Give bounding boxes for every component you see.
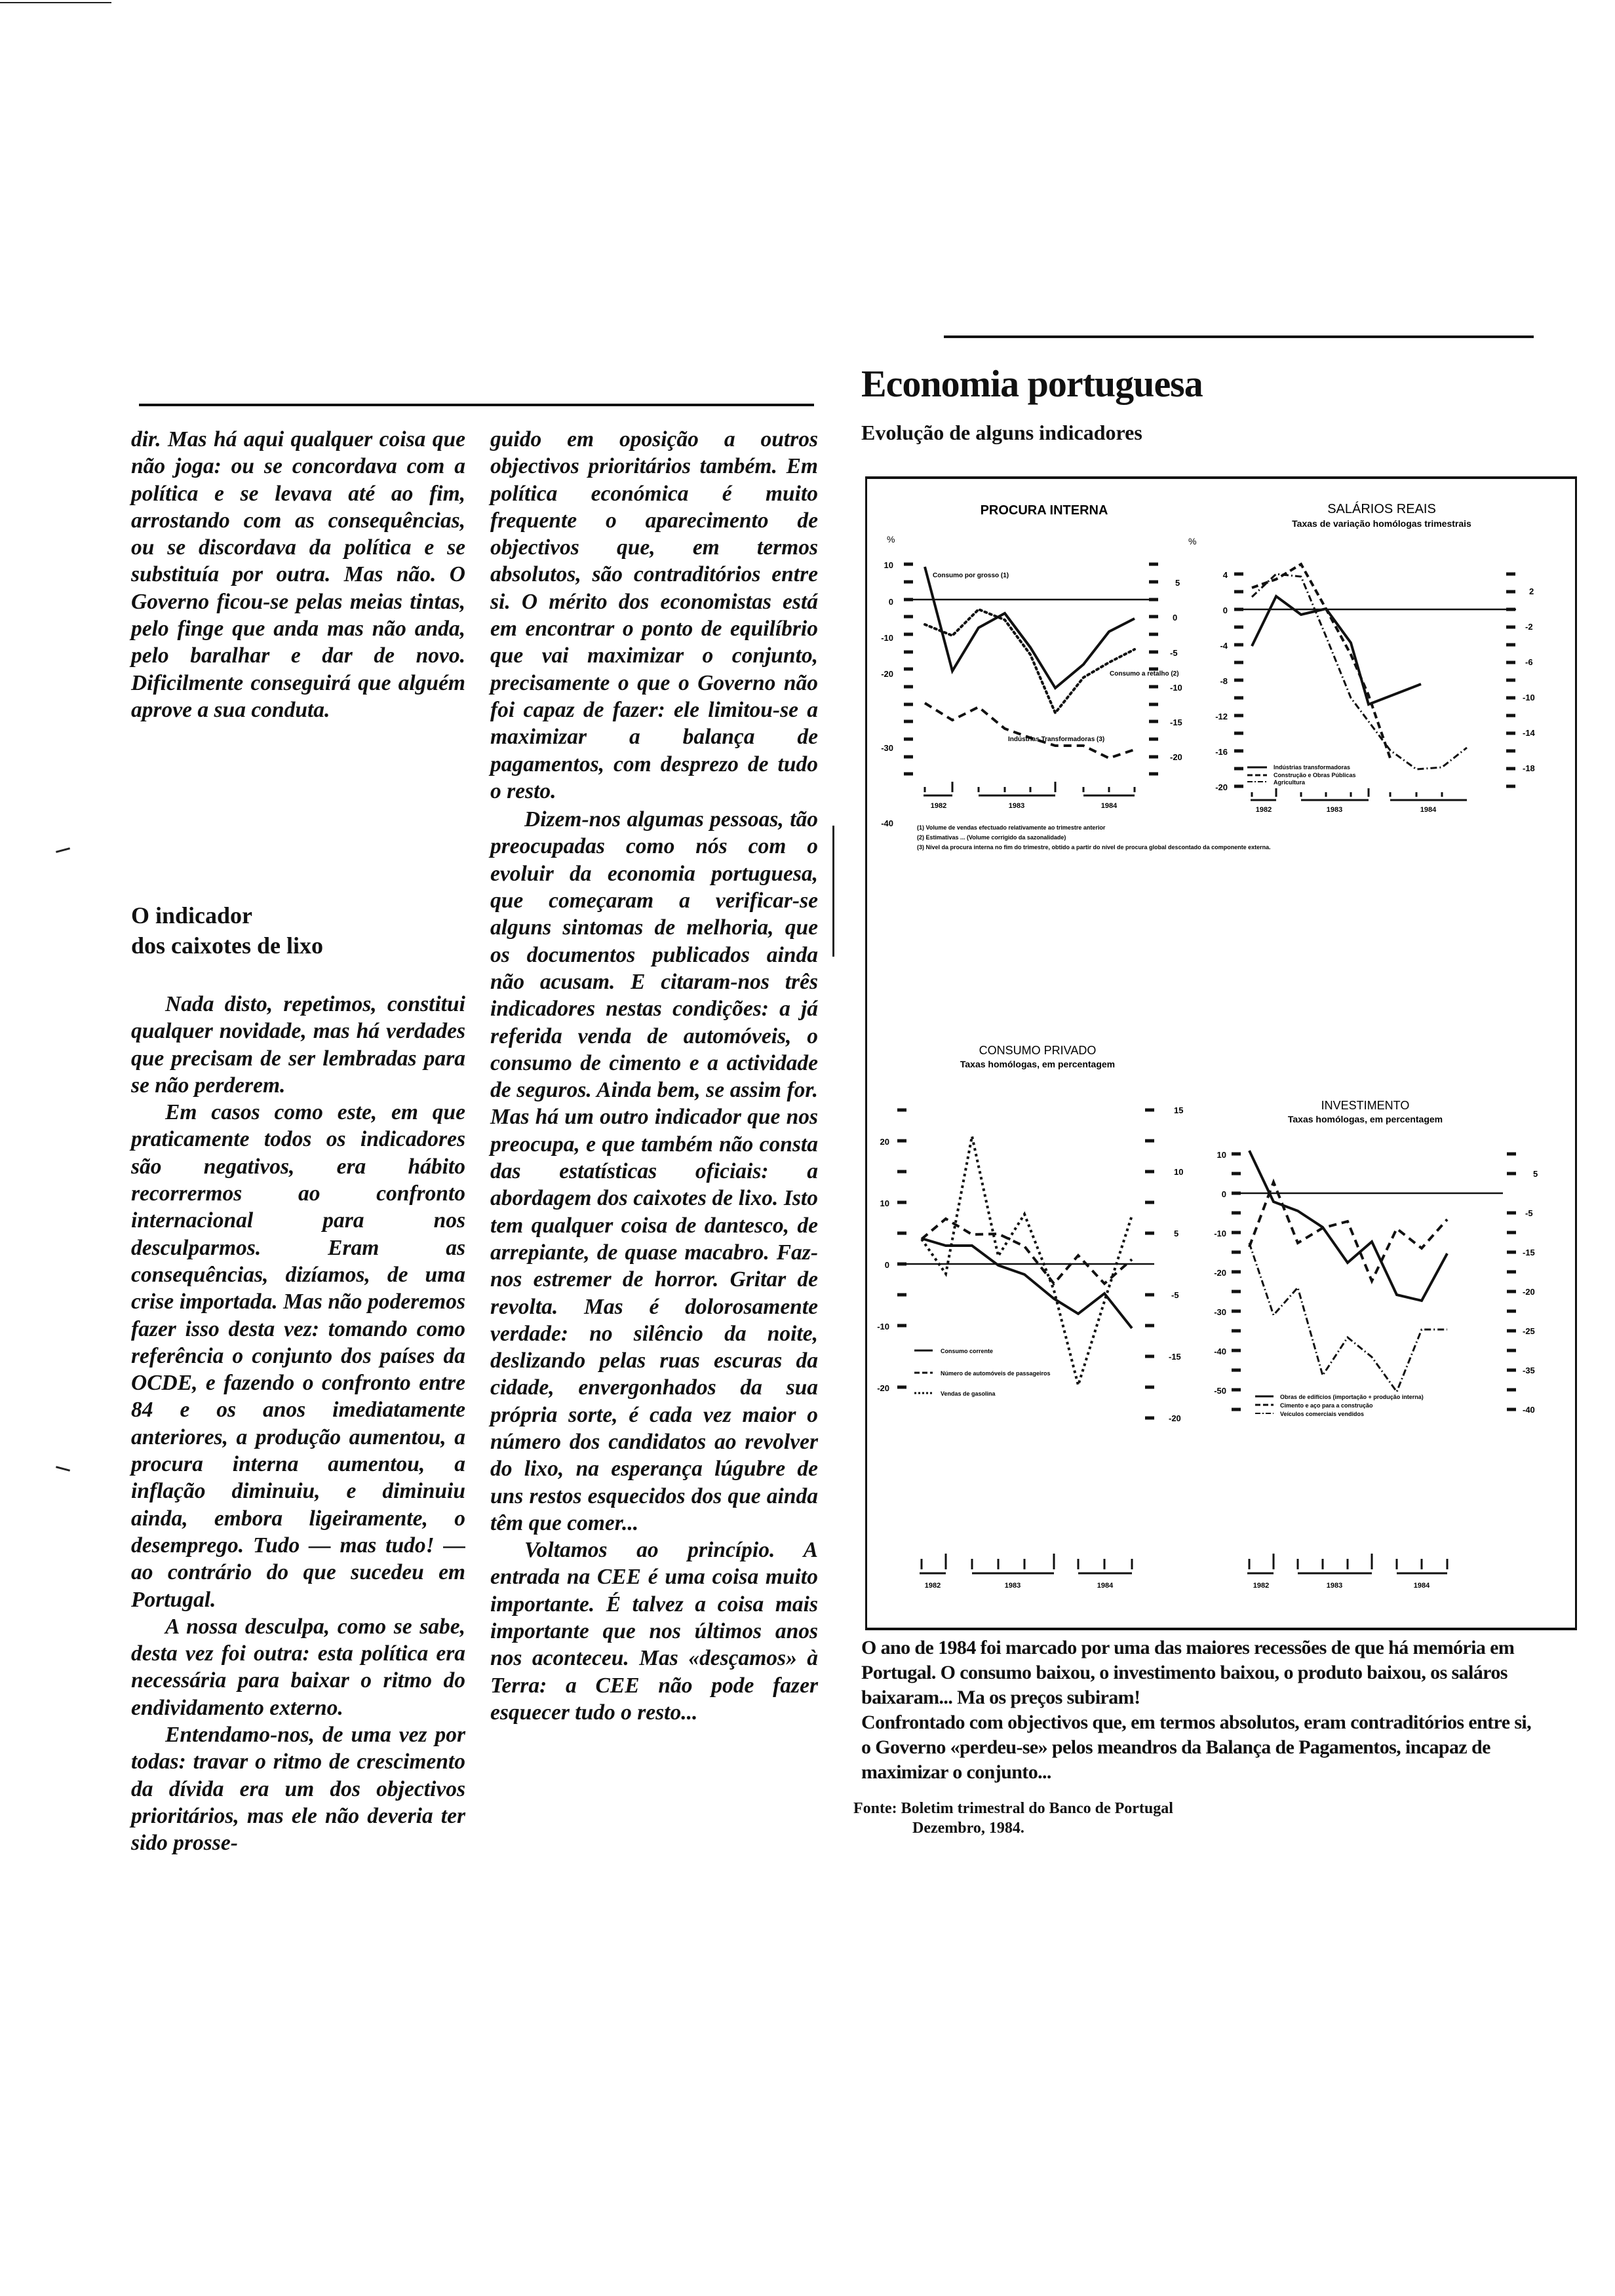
article-paragraph: Entendamo-nos, de uma vez por todas: travar o ritmo de crescimento da dívida era um dos objectivos prioritários, mas ele não deveria ter sido prosse- (131, 1723, 465, 1856)
svg-text:-20: -20 (1523, 1287, 1535, 1297)
axis-tick-marks (1232, 1154, 1516, 1409)
article-paragraph: Nada disto, repetimos, constitui qualquer novidade, mas há verdades que precisam de ser lembradas para se não perderem. (131, 992, 465, 1098)
section-heading (131, 900, 465, 961)
svg-text:2: 2 (1529, 586, 1534, 596)
svg-text:-4: -4 (1220, 641, 1228, 651)
article-column-1-section (131, 865, 465, 1857)
margin-mark (56, 1466, 70, 1472)
svg-text:Agricultura: Agricultura (1274, 779, 1306, 786)
svg-text:1983: 1983 (1004, 1582, 1021, 1590)
x-year-labels (925, 1582, 1114, 1590)
article-paragraph: dir. Mas há aqui qualquer coisa que não joga: ou se concordava com a política e se levava até ao fim, arrostando com as consequências, ou se discordava da política e se substituía por outra. Mas não. O Governo ficou-se pelas meias tintas, pelo finge que anda mas não anda, pelo baralhar e dar de novo. Dificilmente conseguirá que alguém aprove a sua conduta. (131, 427, 465, 722)
charts-panel (865, 476, 1577, 1630)
svg-text:-25: -25 (1523, 1326, 1535, 1336)
svg-text:1982: 1982 (930, 802, 947, 810)
svg-text:1984: 1984 (1420, 806, 1437, 814)
section-heading-line-1: O indicador (131, 902, 253, 928)
svg-text:1984: 1984 (1097, 1582, 1114, 1590)
svg-text:-10: -10 (1170, 683, 1182, 693)
series-industrias-transformadoras (1252, 596, 1421, 704)
svg-text:Construção e Obras Públicas: Construção e Obras Públicas (1274, 772, 1356, 778)
svg-text:1983: 1983 (1008, 802, 1025, 810)
svg-text:-5: -5 (1525, 1208, 1533, 1218)
caption-paragraph: O ano de 1984 foi marcado por uma das maiores recessões de que há memória em Portugal. O consumo baixou, o investimento baixou, o produto baixou, os saláros baixaram... Ma os preços subiram! (861, 1637, 1515, 1708)
series-veiculos-comerciais (1249, 1243, 1447, 1392)
left-axis-ticks (1215, 570, 1228, 792)
series-label: Consumo a retalho (2) (1110, 670, 1179, 678)
chart-footnotes (917, 824, 1271, 851)
series-construcao-obras-publicas (1252, 564, 1390, 758)
svg-text:-40: -40 (881, 818, 893, 828)
left-axis-ticks (1214, 1150, 1226, 1396)
source-line-1: Boletim trimestral do Banco de Portugal (901, 1800, 1173, 1817)
article-column-2 (490, 426, 818, 1726)
svg-text:0: 0 (888, 597, 893, 607)
chart-title: SALÁRIOS REAIS (1327, 502, 1436, 516)
svg-text:-5: -5 (1171, 1290, 1179, 1300)
svg-text:5: 5 (1533, 1169, 1538, 1179)
sidebar-rule (944, 335, 1534, 338)
svg-text:10: 10 (884, 560, 893, 570)
series-cimento-aco (1249, 1182, 1447, 1281)
chart-subtitle: Taxas homólogas, em percentagem (1287, 1114, 1443, 1124)
svg-text:1983: 1983 (1326, 1582, 1343, 1590)
svg-text:(2) Estimativas ... (Volume co: (2) Estimativas ... (Volume corrigido da sazonalidade) (917, 834, 1066, 841)
svg-text:Veículos comerciais vendidos: Veículos comerciais vendidos (1280, 1411, 1365, 1417)
source-label: Fonte: (853, 1800, 897, 1817)
scan-artifact-rule (0, 2, 111, 3)
svg-text:-20: -20 (1169, 1413, 1181, 1423)
svg-text:0: 0 (1222, 605, 1228, 615)
svg-text:-30: -30 (1214, 1307, 1226, 1317)
svg-text:1982: 1982 (1255, 806, 1272, 814)
article-paragraph: Dizem-nos algumas pessoas, tão preocupadas como nós com o evoluir da economia portuguesa, que começaram a verificar-se alguns sintomas de melhoria, que os documentos publicados ainda não acusam. E citaram-nos três indicadores nestas condições: a já referida venda de automóveis, o consumo de cimento e a actividade de seguros. Ainda bem, se assim for. Mas há um outro indicador que nos preocupa, e que também não consta das estatísticas oficiais: a abordagem dos caixotes de lixo. Isto tem qualquer coisa de dantesco, de arrepiante, de quase macabro. Faz-nos estremer de horror. Gritar de revolta. Mas é dolorosamente verdade: no silêncio da noite, deslizando pelas ruas escuras da cidade, envergonhados da sua própria sorte, é cada vez maior o número dos candidatos ao revolver do lixo, na esperança lúgubre de uns restos esquecidos dos que ainda têm que comer... (490, 807, 818, 1535)
svg-text:-30: -30 (881, 743, 893, 753)
svg-text:-10: -10 (881, 633, 893, 643)
svg-text:Cimento e aço para a construçã: Cimento e aço para a construção (1280, 1402, 1373, 1409)
right-axis-ticks (1169, 1105, 1183, 1423)
svg-text:10: 10 (1216, 1150, 1226, 1160)
sidebar-subtitle: Evolução de alguns indicadores (861, 421, 1142, 444)
svg-text:-20: -20 (881, 669, 893, 679)
svg-text:-15: -15 (1169, 1352, 1181, 1362)
series-consumo-grosso (925, 567, 1135, 688)
charts-caption (861, 1636, 1543, 1785)
axis-unit-right: % (1188, 536, 1197, 546)
svg-text:-15: -15 (1523, 1248, 1535, 1257)
svg-text:-40: -40 (1523, 1405, 1535, 1415)
svg-text:-10: -10 (1523, 693, 1535, 702)
svg-text:-20: -20 (1214, 1268, 1226, 1278)
chart-subtitle: Taxas de variação homólogas trimestrais (1292, 518, 1471, 529)
svg-text:-5: -5 (1170, 648, 1178, 658)
source-line-2: Dezembro, 1984. (912, 1820, 1024, 1837)
svg-text:1982: 1982 (924, 1582, 941, 1590)
sidebar-headline: Economia portuguesa (861, 362, 1203, 405)
chart-title: INVESTIMENTO (1321, 1099, 1410, 1112)
svg-text:1983: 1983 (1326, 806, 1343, 814)
column-rule (139, 404, 814, 406)
x-year-labels (1253, 1582, 1430, 1590)
column-mark (832, 826, 834, 957)
svg-text:-18: -18 (1523, 763, 1535, 773)
svg-text:-20: -20 (877, 1383, 889, 1393)
series-automoveis (922, 1219, 1132, 1284)
right-axis-ticks (1523, 586, 1536, 773)
svg-text:Número de automóveis de passag: Número de automóveis de passageiros (941, 1370, 1051, 1377)
axis-tick-marks (1234, 574, 1515, 786)
x-year-labels (931, 802, 1118, 810)
article-paragraph: Em casos como este, em que praticamente todos os indicadores são negativos, era hábito recorrermos ao confronto internacional para nos desculparmos. Eram as consequências, dizíamos, de uma crise importada. Mas não poderemos fazer isso desta vez: tomando como referência o conjunto dos países da OCDE, e fazendo o confronto entre 84 e os anos imediatamente anteriores, a produção aumentou, a procura interna aumentou, a inflação diminuiu, e diminuiu ainda, embora ligeiramente, o desemprego. Tudo — mas tudo! — ao contrário do que sucedeu em Portugal. (131, 1100, 465, 1612)
svg-text:Obras de edifícios (importação: Obras de edifícios (importação + produção interna) (1280, 1394, 1424, 1400)
chart-consumo-privado (877, 1044, 1183, 1590)
svg-text:0: 0 (884, 1260, 889, 1270)
svg-text:10: 10 (880, 1198, 889, 1208)
svg-text:1984: 1984 (1100, 802, 1118, 810)
series-label: Indústrias Transformadoras (3) (1008, 736, 1105, 743)
svg-text:-6: -6 (1525, 657, 1533, 667)
source-credit (853, 1799, 1173, 1838)
left-axis-ticks (881, 560, 893, 828)
right-axis-ticks (1523, 1169, 1538, 1415)
svg-text:-15: -15 (1170, 718, 1182, 727)
x-axis (1247, 1554, 1447, 1573)
chart-subtitle: Taxas homólogas, em percentagem (960, 1059, 1116, 1069)
svg-text:20: 20 (880, 1137, 889, 1147)
article-column-1 (131, 426, 465, 723)
svg-text:-8: -8 (1220, 676, 1228, 686)
svg-text:5: 5 (1174, 1229, 1179, 1238)
svg-text:-12: -12 (1215, 712, 1228, 721)
svg-text:0: 0 (1173, 613, 1178, 622)
chart-procura-interna (881, 503, 1270, 851)
axis-unit-left: % (887, 534, 895, 545)
series-consumo-retalho (925, 609, 1135, 713)
svg-text:(3) Nível da procura interna n: (3) Nível da procura interna no fim do trimestre, obtido a partir do nível de procura global descontado da componente externa. (917, 844, 1271, 851)
x-axis (920, 1554, 1132, 1573)
svg-text:10: 10 (1174, 1167, 1184, 1177)
chart-legend (1247, 764, 1356, 786)
chart-title: CONSUMO PRIVADO (979, 1044, 1097, 1057)
svg-text:-10: -10 (1214, 1229, 1226, 1238)
svg-text:-10: -10 (877, 1322, 889, 1331)
svg-text:15: 15 (1174, 1105, 1184, 1115)
svg-text:1982: 1982 (1253, 1582, 1270, 1590)
svg-text:Consumo corrente: Consumo corrente (941, 1348, 994, 1354)
margin-mark (56, 847, 70, 853)
chart-title: PROCURA INTERNA (980, 503, 1108, 518)
svg-text:-16: -16 (1215, 747, 1228, 757)
article-paragraph: guido em oposição a outros objectivos prioritários também. Em política económica é muito frequente o aparecimento de objectivos que, em termos absolutos, são contraditórios entre si. O mérito dos economistas está em encontrar o ponto de equilíbrio que vai maximizar o conjunto, precisamente o que o Governo não foi capaz de fazer: ele limitou-se a maximizar a balança de pagamentos, com desprezo de tudo o resto. (490, 427, 818, 803)
svg-text:-40: -40 (1214, 1347, 1226, 1356)
svg-text:(1) Volume de vendas efectuado: (1) Volume de vendas efectuado relativamente ao trimestre anterior (917, 824, 1106, 831)
svg-text:5: 5 (1175, 578, 1180, 588)
article-paragraph: Voltamos ao princípio. A entrada na CEE é uma coisa muito importante. É talvez a coisa mais importante que nos últimos anos nos aconteceu. Mas «desçamos» à Terra: a CEE não pode fazer esquecer tudo o resto... (490, 1538, 818, 1725)
chart-legend (914, 1348, 1051, 1397)
x-year-labels (1256, 806, 1437, 814)
chart-salarios-reais (1215, 501, 1535, 814)
svg-text:-20: -20 (1170, 752, 1182, 762)
svg-text:1984: 1984 (1413, 1582, 1430, 1590)
x-axis (1251, 788, 1467, 800)
svg-text:0: 0 (1221, 1189, 1226, 1199)
svg-text:-2: -2 (1525, 622, 1533, 632)
chart-investimento (1214, 1099, 1538, 1590)
svg-text:Indústrias transformadoras: Indústrias transformadoras (1274, 764, 1351, 771)
series-industrias-transformadoras (925, 703, 1135, 758)
article-paragraph: A nossa desculpa, como se sabe, desta vez foi outra: esta política era necessária para baixar o ritmo do endividamento externo. (131, 1614, 465, 1720)
svg-text:-14: -14 (1523, 728, 1535, 738)
svg-text:4: 4 (1222, 570, 1228, 580)
svg-text:-50: -50 (1214, 1386, 1226, 1396)
series-obras-edificios (1249, 1151, 1447, 1301)
left-axis-ticks (877, 1137, 889, 1393)
x-axis (924, 782, 1135, 795)
caption-paragraph: Confrontado com objectivos que, em termos absolutos, eram contraditórios entre si, o Governo «perdeu-se» pelos meandros da Balança de Pagamentos, incapaz de maximizar o conjunto... (861, 1712, 1532, 1783)
svg-text:-35: -35 (1523, 1366, 1535, 1375)
svg-text:-20: -20 (1215, 782, 1228, 792)
svg-text:Vendas de gasolina: Vendas de gasolina (941, 1390, 996, 1397)
series-label: Consumo por grosso (1) (933, 572, 1009, 579)
section-heading-line-2: dos caixotes de lixo (131, 932, 323, 959)
chart-legend (1255, 1394, 1424, 1417)
